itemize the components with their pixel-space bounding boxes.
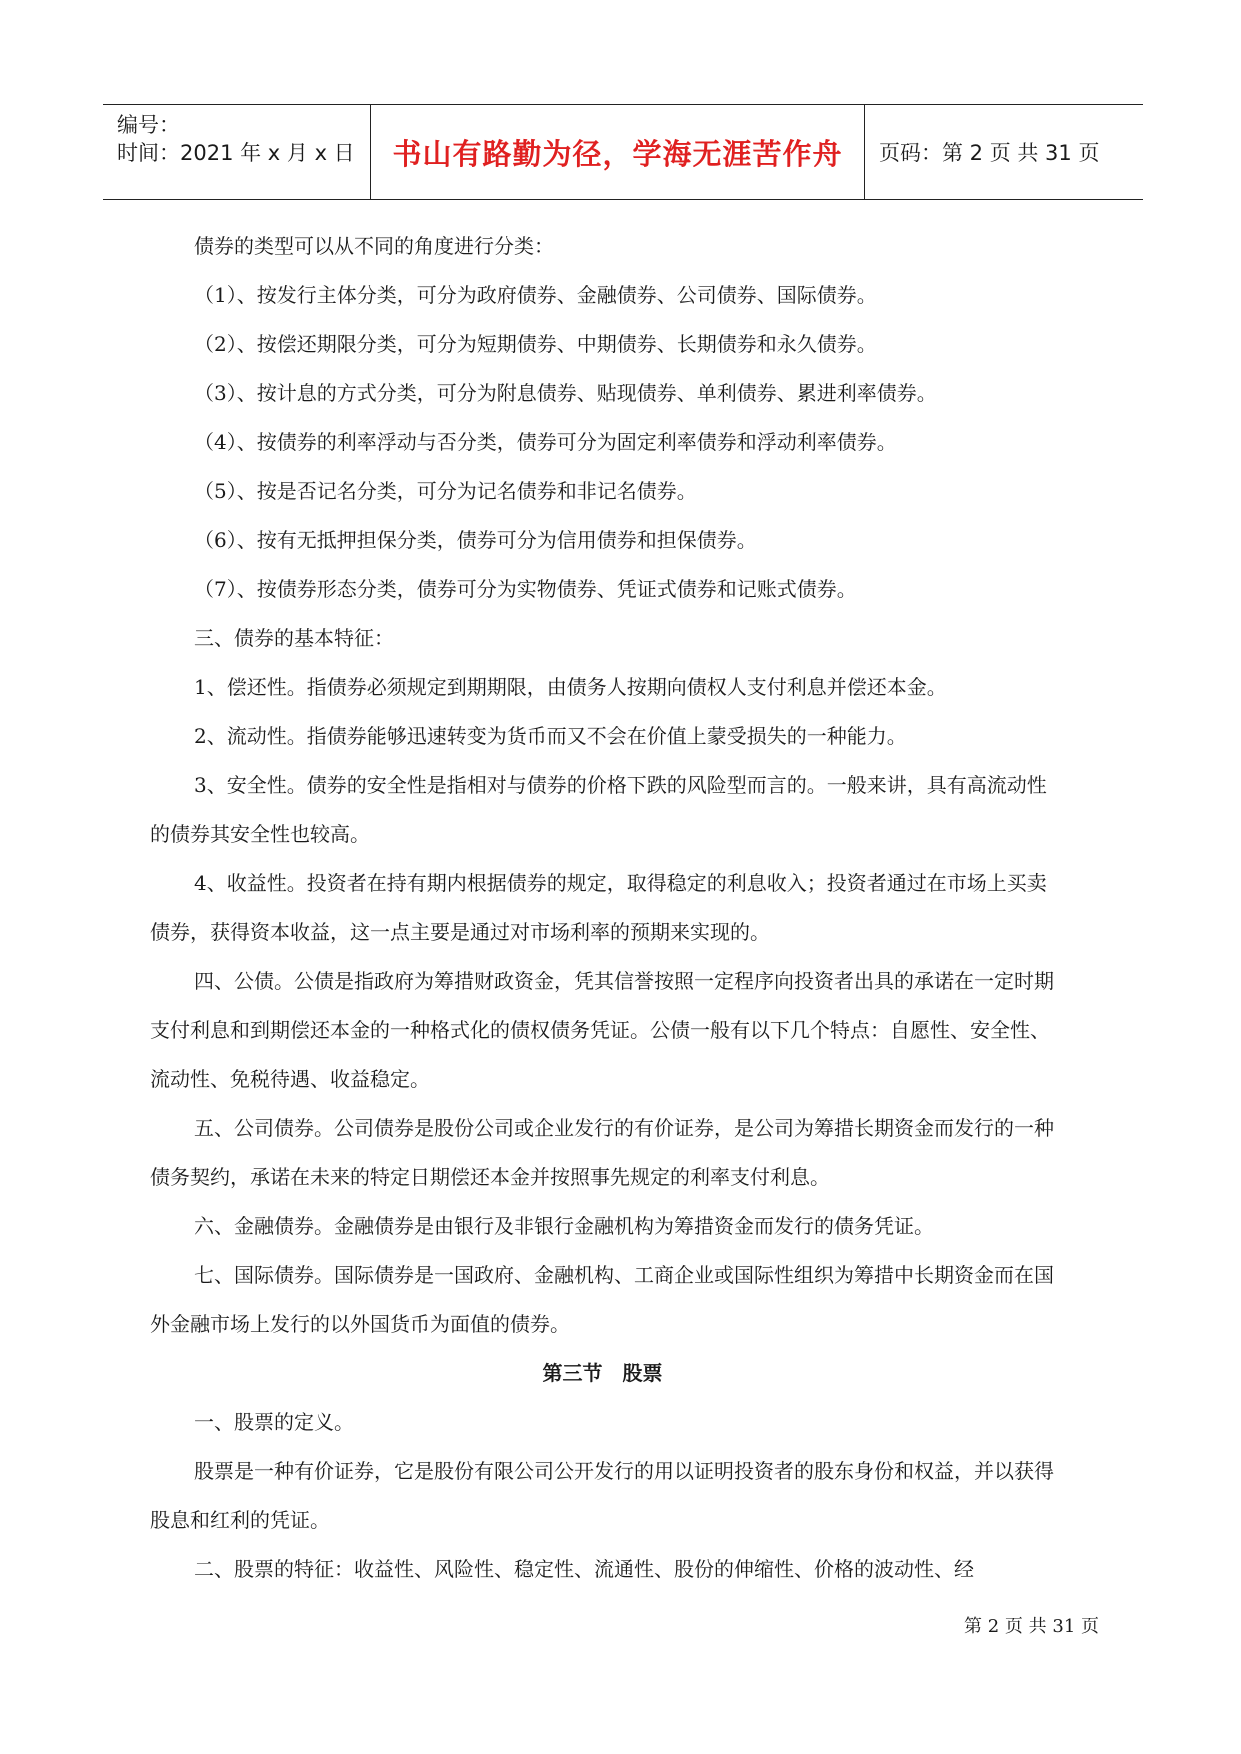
header-motto-cell bbox=[371, 105, 865, 199]
page-header bbox=[103, 104, 1143, 200]
header-page-cell bbox=[865, 105, 1143, 199]
paragraph: 一、股票的定义。 bbox=[194, 1410, 354, 1434]
paragraph: （4）、按债券的利率浮动与否分类，债券可分为固定利率债券和浮动利率债券。 bbox=[194, 430, 897, 454]
paragraph: 4、收益性。投资者在持有期内根据债券的规定，取得稳定的利息收入；投资者通过在市场上买卖债券，获得资本收益，这一点主要是通过对市场利率的预期来实现的。 bbox=[150, 871, 1047, 944]
paragraph: （1）、按发行主体分类，可分为政府债券、金融债券、公司债券、国际债券。 bbox=[194, 283, 877, 307]
paragraph: 七、国际债券。国际债券是一国政府、金融机构、工商企业或国际性组织为筹措中长期资金而在国外金融市场上发行的以外国货币为面值的债券。 bbox=[150, 1263, 1054, 1336]
paragraph: 债券的类型可以从不同的角度进行分类： bbox=[194, 234, 554, 258]
paragraph: （2）、按偿还期限分类，可分为短期债券、中期债券、长期债券和永久债券。 bbox=[194, 332, 877, 356]
paragraph: （6）、按有无抵押担保分类，债券可分为信用债券和担保债券。 bbox=[194, 528, 757, 552]
paragraph: （5）、按是否记名分类，可分为记名债券和非记名债券。 bbox=[194, 479, 697, 503]
paragraph: 二、股票的特征：收益性、风险性、稳定性、流通性、股份的伸缩性、价格的波动性、经 bbox=[194, 1557, 974, 1581]
document-number-label: 编号： bbox=[117, 113, 180, 137]
paragraph: 六、金融债券。金融债券是由银行及非银行金融机构为筹措资金而发行的债务凭证。 bbox=[194, 1214, 934, 1238]
header-left-cell bbox=[103, 105, 371, 199]
paragraph: 股票是一种有价证券，它是股份有限公司公开发行的用以证明投资者的股东身份和权益，并以获得股息和红利的凭证。 bbox=[150, 1459, 1054, 1532]
paragraph: （3）、按计息的方式分类，可分为附息债券、贴现债券、单利债券、累进利率债券。 bbox=[194, 381, 937, 405]
paragraph: 2、流动性。指债券能够迅速转变为货币而又不会在价值上蒙受损失的一种能力。 bbox=[194, 724, 907, 748]
paragraph: 五、公司债券。公司债券是股份公司或企业发行的有价证券，是公司为筹措长期资金而发行的一种债务契约，承诺在未来的特定日期偿还本金并按照事先规定的利率支付利息。 bbox=[150, 1116, 1054, 1189]
paragraph: （7）、按债券形态分类，债券可分为实物债券、凭证式债券和记账式债券。 bbox=[194, 577, 857, 601]
document-time-label: 时间：2021 年 x 月 x 日 bbox=[117, 141, 355, 165]
paragraph: 3、安全性。债券的安全性是指相对与债券的价格下跌的风险型而言的。一般来讲，具有高流动性的债券其安全性也较高。 bbox=[150, 773, 1047, 846]
paragraph: 四、公债。公债是指政府为筹措财政资金，凭其信誉按照一定程序向投资者出具的承诺在一定时期支付利息和到期偿还本金的一种格式化的债权债务凭证。公债一般有以下几个特点：自愿性、安全性、流动性、免税待遇、收益稳定。 bbox=[150, 969, 1054, 1091]
document-body bbox=[150, 222, 1055, 1594]
paragraph: 1、偿还性。指债券必须规定到期期限，由债务人按期向债权人支付利息并偿还本金。 bbox=[194, 675, 947, 699]
paragraph: 三、债券的基本特征： bbox=[194, 626, 394, 650]
section-heading: 第三节 股票 bbox=[542, 1361, 663, 1385]
page-footer-number: 第 2 页 共 31 页 bbox=[964, 1616, 1099, 1637]
header-page-info: 页码：第 2 页 共 31 页 bbox=[879, 141, 1100, 165]
motto-text: 书山有路勤为径，学海无涯苦作舟 bbox=[392, 136, 843, 171]
